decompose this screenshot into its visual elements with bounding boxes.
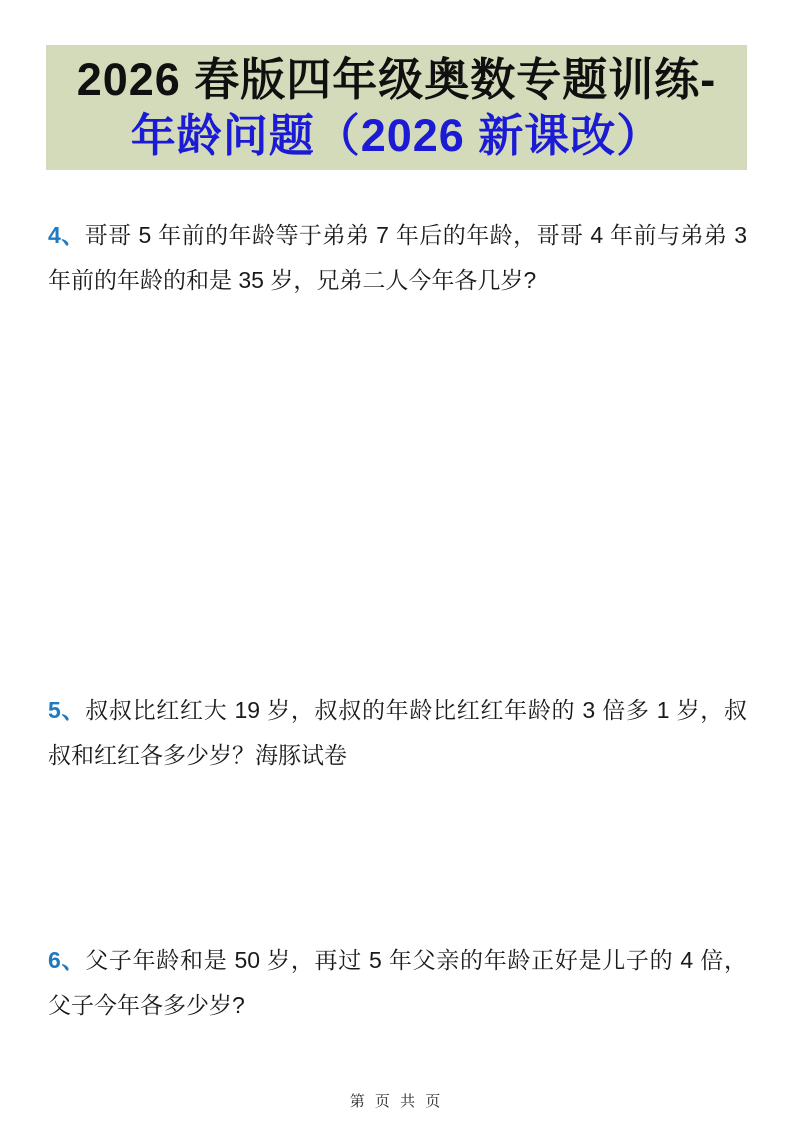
- question-item-4: [48, 213, 747, 303]
- question-item-6: [48, 938, 747, 1028]
- page-footer: 第 页 共 页: [349, 1093, 444, 1110]
- question-number: 5、: [48, 697, 86, 723]
- title-banner: [46, 45, 747, 170]
- question-number: 6、: [48, 947, 86, 973]
- question-text: 叔叔比红红大 19 岁，叔叔的年龄比红红年龄的 3 倍多 1 岁，叔叔和红红各多少岁？海豚试卷: [48, 697, 747, 768]
- page-title-line1: 2026 春版四年级奥数专题训练-: [76, 53, 717, 105]
- page-title-line2: 年龄问题（2026 新课改）: [130, 109, 663, 161]
- question-item-5: [48, 688, 747, 778]
- question-number: 4、: [48, 222, 85, 248]
- question-text: 父子年龄和是 50 岁，再过 5 年父亲的年龄正好是儿子的 4 倍，父子今年各多少岁?: [48, 947, 747, 1018]
- question-text: 哥哥 5 年前的年龄等于弟弟 7 年后的年龄，哥哥 4 年前与弟弟 3 年前的年龄的和是 35 岁，兄弟二人今年各几岁?: [48, 222, 747, 293]
